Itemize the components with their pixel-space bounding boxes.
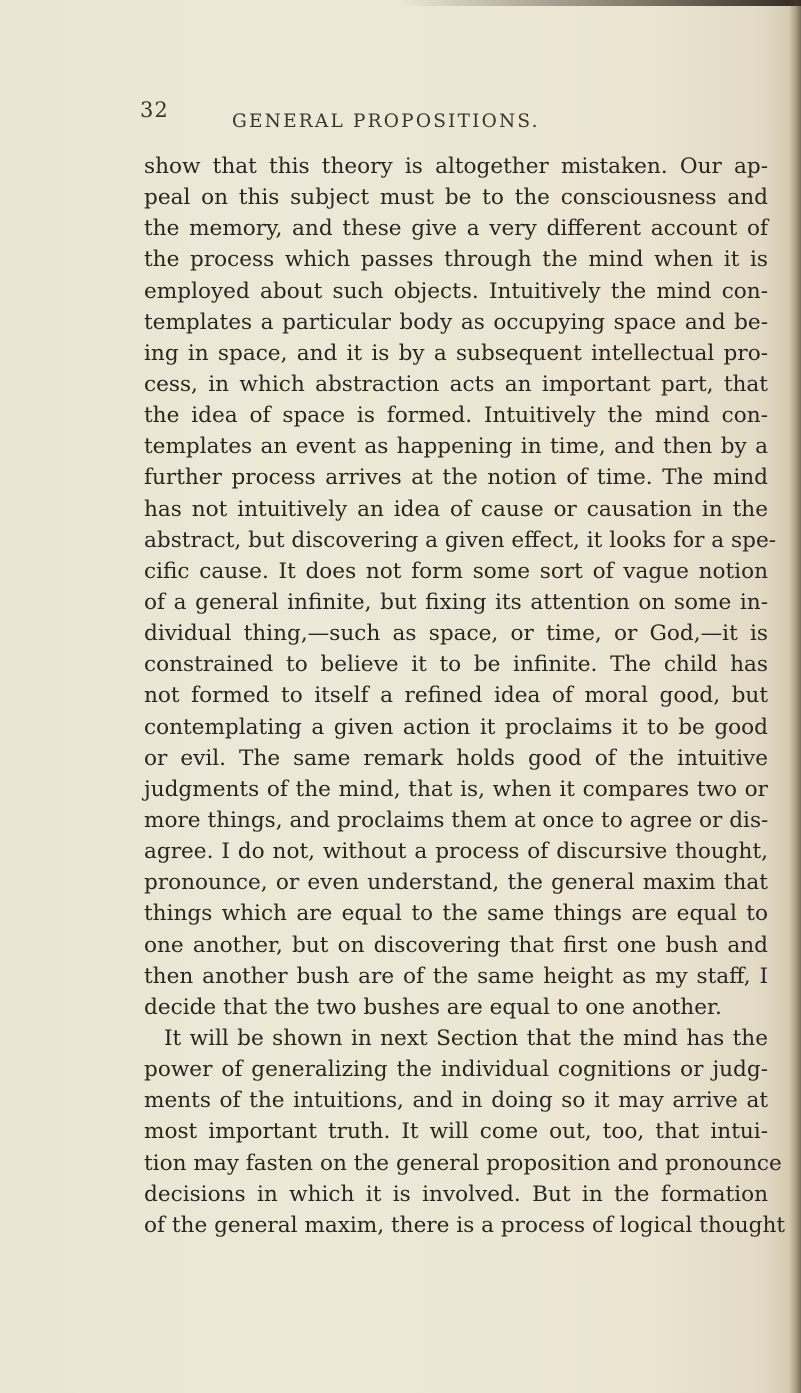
text-line: ments of the intuitions, and in doing so it may arrive at [144, 1088, 768, 1114]
text-line: constrained to believe it to be infinite. The child has [144, 652, 768, 678]
text-line: templates a particular body as occupying space and be- [144, 309, 768, 335]
text-line: contemplating a given action it proclaims it to be good [144, 714, 768, 740]
text-line: tion may fasten on the general proposition and pronounce [144, 1150, 782, 1176]
text-line: dividual thing,—such as space, or time, or God,—it is [144, 621, 768, 647]
text-line: the process which passes through the mind when it is [144, 247, 768, 273]
text-line: then another bush are of the same height as my staff, I [144, 963, 768, 989]
text-line: of a general infinite, but fixing its attention on some in- [144, 589, 768, 615]
text-line: the memory, and these give a very different account of [144, 216, 768, 242]
running-head: GENERAL PROPOSITIONS. [232, 111, 540, 132]
text-line: one another, but on discovering that first one bush and [144, 932, 768, 958]
text-line: most important truth. It will come out, too, that intui- [144, 1119, 768, 1145]
text-line: decide that the two bushes are equal to one another. [144, 994, 722, 1020]
text-line: of the general maxim, there is a process of logical thought [144, 1212, 786, 1238]
text-line: agree. I do not, without a process of discursive thought, [144, 839, 768, 865]
text-line: ing in space, and it is by a subsequent intellectual pro- [144, 340, 768, 366]
text-line: abstract, but discovering a given effect, it looks for a spe- [144, 527, 777, 553]
text-line: more things, and proclaims them at once to agree or dis- [144, 807, 769, 833]
text-line: pronounce, or even understand, the general maxim that [144, 870, 768, 896]
text-line: employed about such objects. Intuitively the mind con- [144, 278, 768, 304]
page-number: 32 [140, 98, 169, 122]
text-line: decisions in which it is involved. But in the formation [144, 1181, 768, 1207]
page-right-edge-shadow [789, 0, 801, 1393]
text-line: power of generalizing the individual cognitions or judg- [144, 1057, 768, 1083]
text-line: cific cause. It does not form some sort of vague notion [144, 558, 768, 584]
text-line: or evil. The same remark holds good of the intuitive [144, 745, 768, 771]
text-line: things which are equal to the same things are equal to [144, 901, 768, 927]
text-line: show that this theory is altogether mistaken. Our ap- [144, 154, 768, 179]
text-line: peal on this subject must be to the consciousness and [144, 185, 768, 211]
text-line: It will be shown in next Section that the mind has the [164, 1025, 768, 1051]
text-line: templates an event as happening in time, and then by a [144, 434, 768, 460]
page-top-shadow [400, 0, 801, 6]
text-line: not formed to itself a refined idea of moral good, but [144, 683, 768, 709]
text-line: judgments of the mind, that is, when it compares two or [144, 776, 768, 802]
text-line: cess, in which abstraction acts an important part, that [144, 371, 768, 397]
body-text [144, 151, 786, 1241]
text-line: has not intuitively an idea of cause or causation in the [144, 496, 768, 522]
text-line: further process arrives at the notion of time. The mind [144, 465, 768, 491]
text-line: the idea of space is formed. Intuitively the mind con- [144, 403, 768, 429]
